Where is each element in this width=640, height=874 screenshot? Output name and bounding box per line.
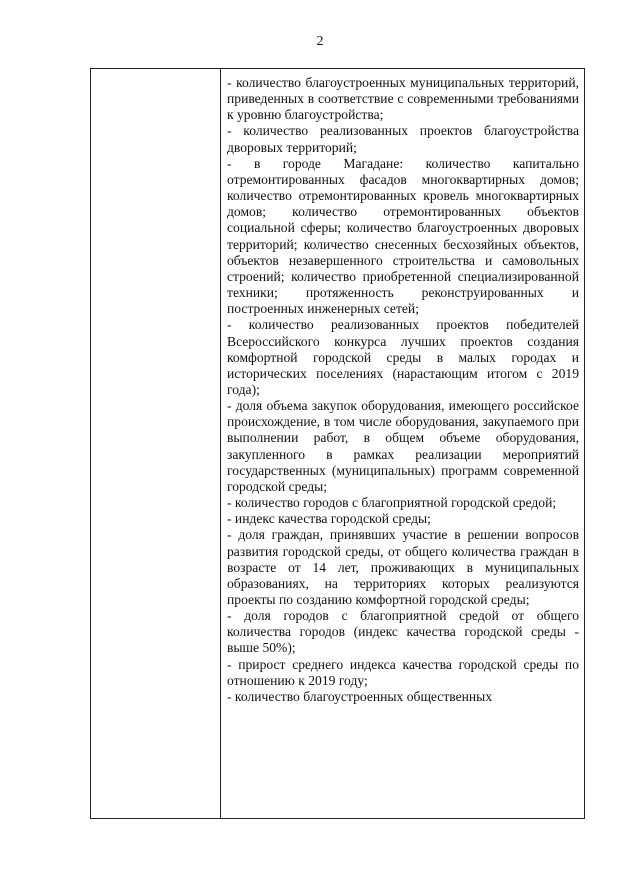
table-right-cell (227, 75, 579, 705)
list-item: - количество реализованных проектов благоустройства дворовых территорий; (227, 123, 579, 155)
list-item: - количество благоустроенных общественных (227, 688, 493, 704)
list-item: - прирост среднего индекса качества городской среды по отношению к 2019 году; (227, 656, 579, 688)
document-table (90, 68, 585, 819)
page-number: 2 (316, 34, 324, 49)
list-item: - доля объема закупок оборудования, имеющего российское происхождение, в том числе оборудования, закупаемого при выполнении работ, в общем объеме оборудования, закупленного в рамках реализации мероприятий государственных (муниципальных) программ современной городской среды; (227, 398, 579, 494)
list-item: - количество благоустроенных муниципальных территорий, приведенных в соответствие с современными требованиями к уровню благоустройства; (227, 75, 579, 123)
list-item: - доля граждан, принявших участие в решении вопросов развития городской среды, от общего количества граждан в возрасте от 14 лет, проживающих в муниципальных образованиях, на территориях которых реализуются проекты по созданию комфортной городской среды; (227, 527, 579, 607)
list-item: - количество реализованных проектов победителей Всероссийского конкурса лучших проектов создания комфортной городской среды в малых городах и исторических поселениях (нарастающим итогом с 2019 года); (227, 317, 579, 397)
list-item: - в городе Магадане: количество капитально отремонтированных фасадов многоквартирных домов; количество отремонтированных кровель многоквартирных домов; количество отремонтированных объектов социальной сферы; количество благоустроенных дворовых территорий; количество снесенных бесхозяйных объектов, объектов незавершенного строительства и самовольных строений; количество приобретенной специализированной техники; протяженность реконструированных и построенных инженерных сетей; (227, 155, 579, 317)
list-item: - количество городов с благоприятной городской средой; (227, 495, 557, 511)
list-item: - индекс качества городской среды; (227, 511, 431, 527)
list-item: - доля городов с благоприятной средой от общего количества городов (индекс качества городской среды - выше 50%); (227, 608, 579, 656)
table-left-cell (91, 69, 221, 818)
